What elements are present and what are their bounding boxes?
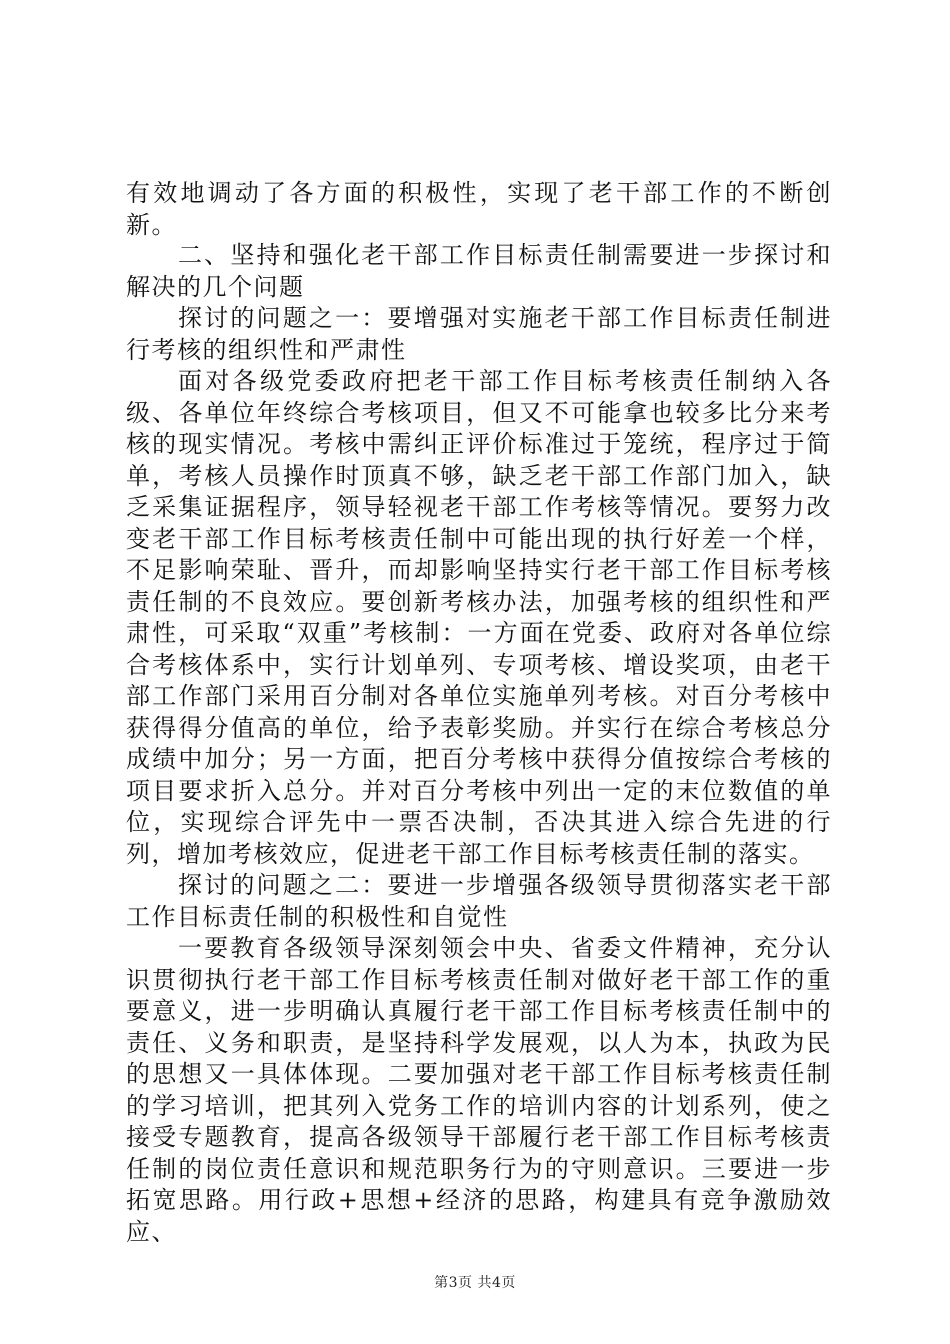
issue-2-body: 一要教育各级领导深刻领会中央、省委文件精神，充分认识贯彻执行老干部工作目标考核责任制对做好老干部工作的重要意义，进一步明确认真履行老干部工作目标考核责任制中的责任、义务和职责，是坚持科学发展观，以人为本，执政为民的思想又一具体体现。二要加强对老干部工作目标考核责任制的学习培训，把其列入党务工作的培训内容的计划系列，使之接受专题教育，提高各级领导干部履行老干部工作目标考核责任制的岗位责任意识和规范职务行为的守则意识。三要进一步拓宽思路。用行政+思想+经济的思路，构建具有竞争激励效应、 xyxy=(126,934,832,1246)
issue-1-heading: 探讨的问题之一：要增强对实施老干部工作目标责任制进行考核的组织性和严肃性 xyxy=(126,304,832,364)
issue-1-body: 面对各级党委政府把老干部工作目标考核责任制纳入各级、各单位年终综合考核项目，但又不可能拿也较多比分来考核的现实情况。考核中需纠正评价标准过于笼统，程序过于简单，考核人员操作时顶真不够，缺乏老干部工作部门加入，缺乏采集证据程序，领导轻视老干部工作考核等情况。要努力改变老干部工作目标考核责任制中可能出现的执行好差一个样，不足影响荣耻、晋升，而却影响坚持实行老干部工作目标考核责任制的不良效应。要创新考核办法，加强考核的组织性和严肃性，可采取“双重”考核制：一方面在党委、政府对各单位综合考核体系中，实行计划单列、专项考核、增设奖项，由老干部工作部门采用百分制对各单位实施单列考核。对百分考核中获得得分值高的单位，给予表彰奖励。并实行在综合考核总分成绩中加分；另一方面，把百分考核中获得分值按综合考核的项目要求折入总分。并对百分考核中列出一定的末位数值的单位，实现综合评先中一票否决制，否决其进入综合先进的行列，增加考核效应，促进老干部工作目标考核责任制的落实。 xyxy=(126,367,832,868)
issue-2-heading: 探讨的问题之二：要进一步增强各级领导贯彻落实老干部工作目标责任制的积极性和自觉性 xyxy=(126,871,832,931)
opening-paragraph xyxy=(126,178,832,241)
page-number: 第3页 共4页 xyxy=(434,1275,516,1291)
page-footer xyxy=(0,1272,950,1292)
section-heading: 二、坚持和强化老干部工作目标责任制需要进一步探讨和解决的几个问题 xyxy=(126,241,832,301)
opening-line: 有效地调动了各方面的积极性，实现了老干部工作的不断创新。 xyxy=(126,179,832,239)
document-body xyxy=(126,240,832,1248)
